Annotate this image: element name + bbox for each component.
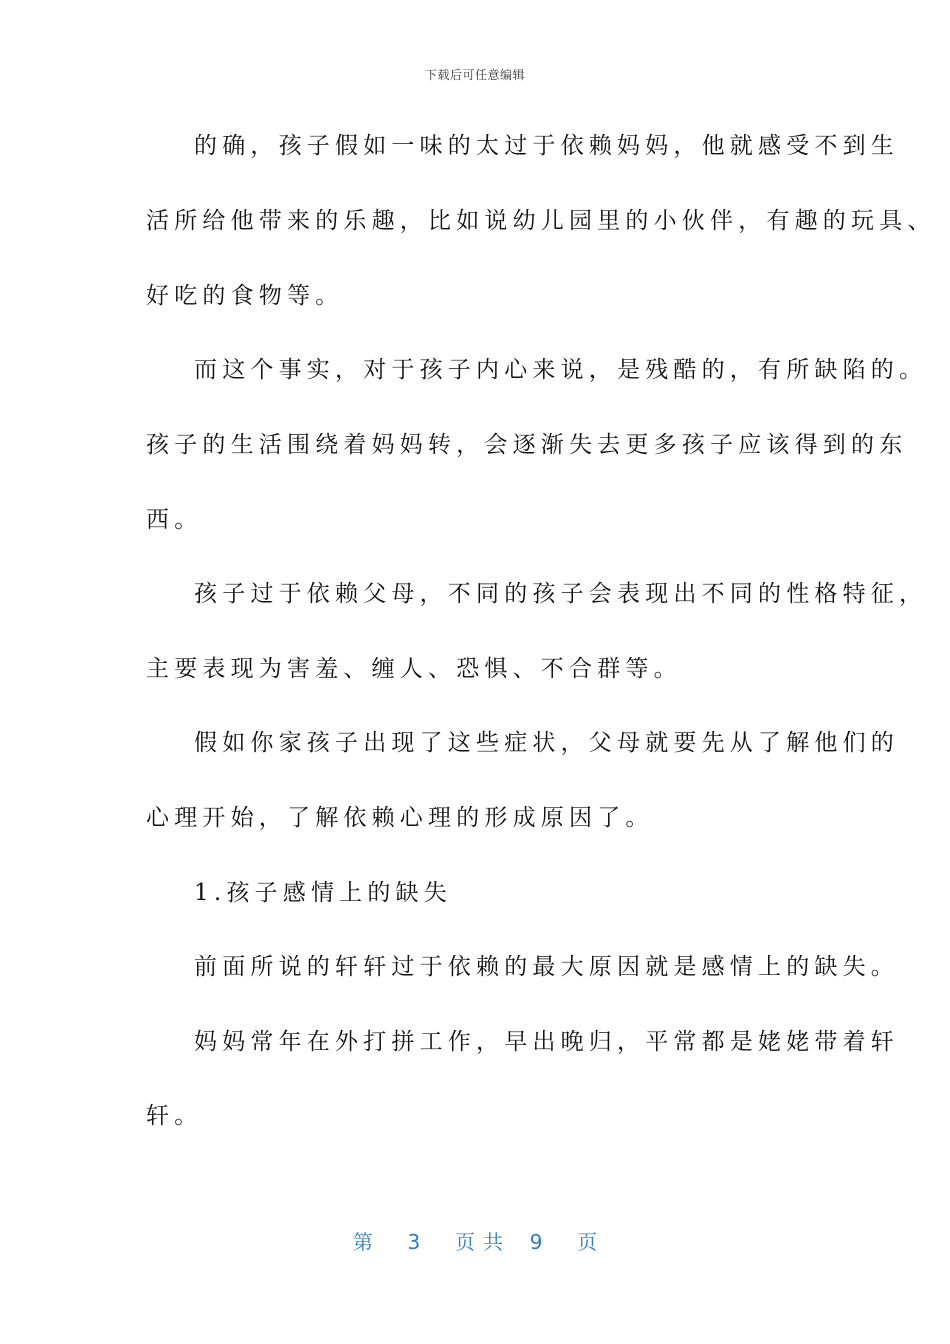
paragraph-line: 前面所说的轩轩过于依赖的最大原因就是感情上的缺失。 [194, 954, 899, 980]
paragraph-line: 而这个事实，对于孩子内心来说，是残酷的，有所缺陷的。 [194, 357, 928, 383]
paragraph-line: 西。 [146, 507, 203, 533]
paragraph-line: 活所给他带来的乐趣，比如说幼儿园里的小伙伴，有趣的玩具、 [146, 208, 936, 234]
total-pages-number: 9 [529, 1230, 543, 1254]
paragraph-line: 轩。 [146, 1103, 203, 1129]
paragraph-line: 好吃的食物等。 [146, 283, 344, 309]
section-heading: 1.孩子感情上的缺失 [194, 880, 452, 906]
footer-suffix: 页 [577, 1230, 598, 1254]
footer-prefix: 第 [352, 1230, 373, 1254]
current-page-number: 3 [407, 1230, 421, 1254]
paragraph-line: 主要表现为害羞、缠人、恐惧、不合群等。 [146, 656, 682, 682]
paragraph-line: 妈妈常年在外打拼工作，早出晚归，平常都是姥姥带着轩 [194, 1029, 899, 1055]
page-footer [0, 1226, 950, 1255]
paragraph-line: 孩子的生活围绕着妈妈转，会逐渐失去更多孩子应该得到的东 [146, 432, 908, 458]
footer-middle: 页共 [455, 1230, 511, 1254]
paragraph-line: 的确，孩子假如一味的太过于依赖妈妈，他就感受不到生 [194, 133, 899, 159]
page-header: 下载后可任意编辑 [424, 68, 525, 82]
paragraph-line: 假如你家孩子出现了这些症状，父母就要先从了解他们的 [194, 730, 899, 756]
paragraph-line: 心理开始，了解依赖心理的形成原因了。 [146, 805, 654, 831]
paragraph-line: 孩子过于依赖父母，不同的孩子会表现出不同的性格特征， [194, 581, 928, 607]
